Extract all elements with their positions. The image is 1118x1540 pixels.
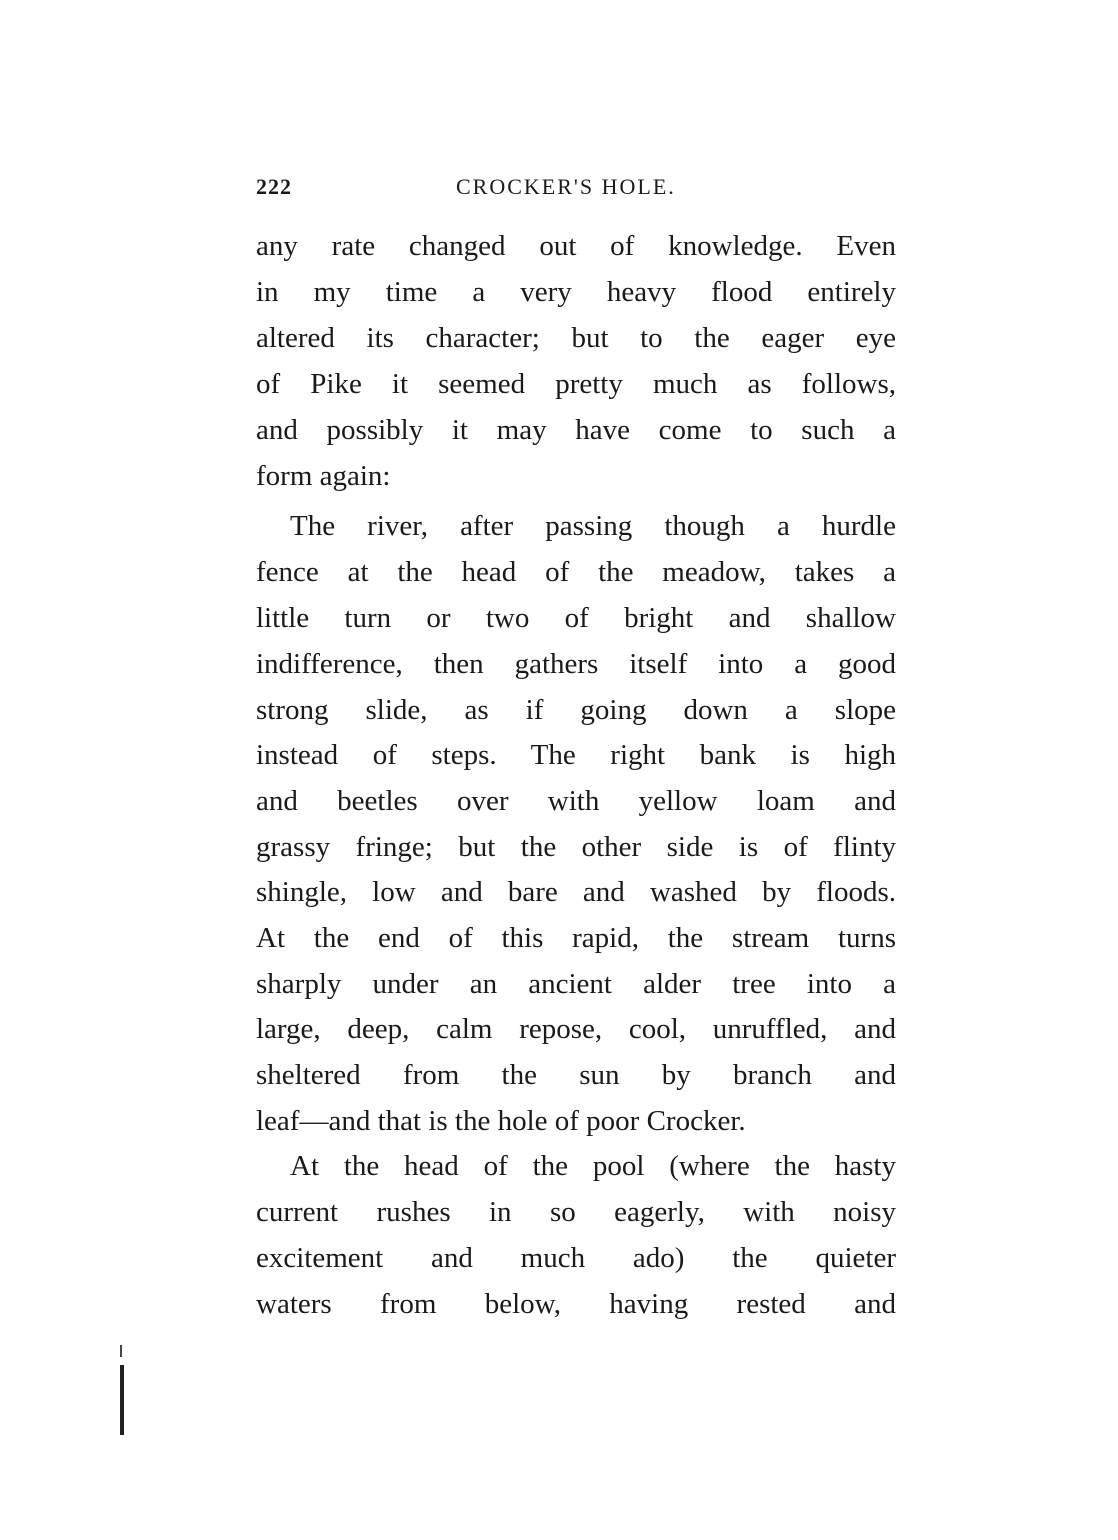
- scan-margin-tick: [120, 1345, 122, 1357]
- text-line: indifference, then gathers itself into a good: [256, 648, 896, 680]
- text-line: At the head of the pool (where the hasty: [290, 1150, 896, 1182]
- text-line: sharply under an ancient alder tree into a: [256, 968, 896, 1000]
- text-line: The river, after passing though a hurdle: [290, 510, 896, 542]
- text-line: At the end of this rapid, the stream turns: [256, 922, 896, 954]
- text-line: form again:: [256, 460, 391, 492]
- text-line: in my time a very heavy flood entirely: [256, 276, 896, 308]
- text-line: excitement and much ado) the quieter: [256, 1242, 896, 1274]
- text-line: and beetles over with yellow loam and: [256, 785, 896, 817]
- text-line: any rate changed out of knowledge. Even: [256, 230, 896, 262]
- text-line: leaf—and that is the hole of poor Crocker.: [256, 1105, 746, 1137]
- running-title: CROCKER'S HOLE.: [456, 174, 676, 199]
- text-line: and possibly it may have come to such a: [256, 414, 896, 446]
- text-line: little turn or two of bright and shallow: [256, 602, 896, 634]
- text-line: sheltered from the sun by branch and: [256, 1059, 896, 1091]
- page-header: [256, 174, 896, 214]
- text-line: shingle, low and bare and washed by floods.: [256, 876, 896, 908]
- page-number: 222: [256, 174, 292, 199]
- text-line: altered its character; but to the eager eye: [256, 322, 896, 354]
- scan-margin-mark: [120, 1365, 124, 1435]
- text-line: instead of steps. The right bank is high: [256, 739, 896, 771]
- text-line: current rushes in so eagerly, with noisy: [256, 1196, 896, 1228]
- text-line: waters from below, having rested and: [256, 1288, 896, 1320]
- text-line: strong slide, as if going down a slope: [256, 694, 896, 726]
- text-line: grassy fringe; but the other side is of flinty: [256, 831, 896, 863]
- text-line: fence at the head of the meadow, takes a: [256, 556, 896, 588]
- text-line: large, deep, calm repose, cool, unruffled, and: [256, 1013, 896, 1045]
- text-line: of Pike it seemed pretty much as follows,: [256, 368, 896, 400]
